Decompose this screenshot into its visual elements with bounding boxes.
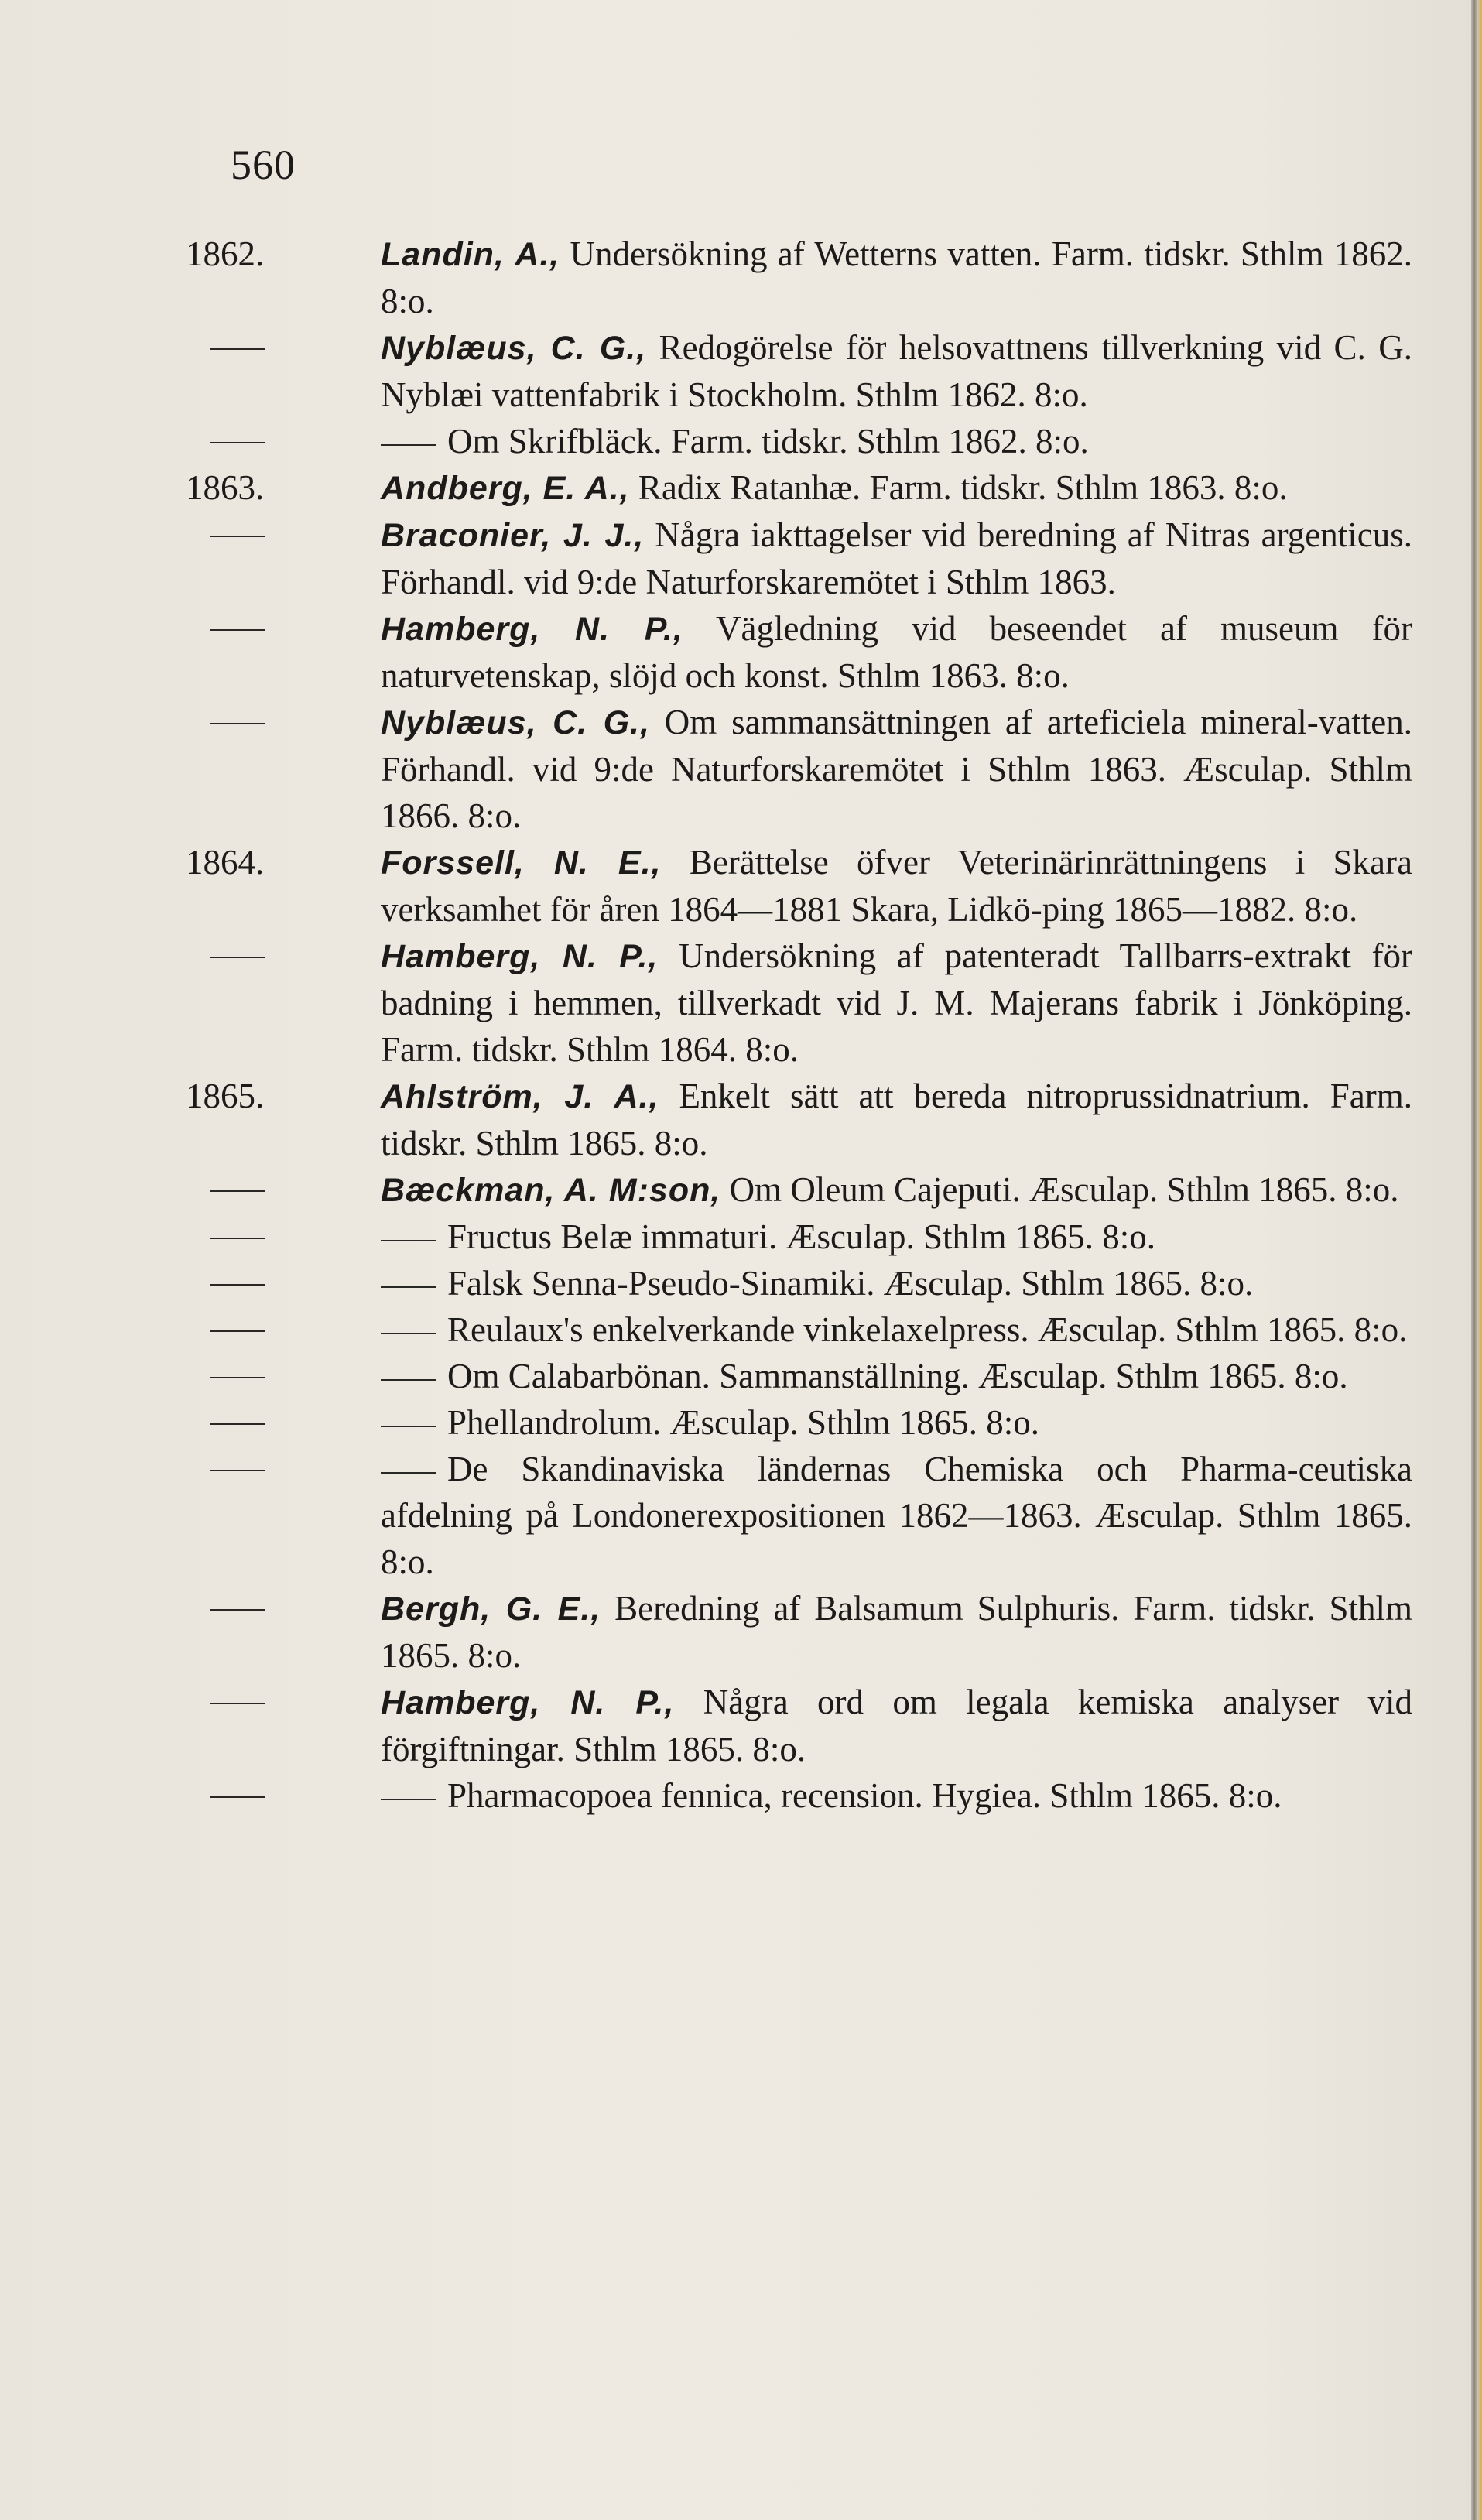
bibliography-entry bbox=[186, 1679, 1412, 1772]
year-ditto-dash bbox=[210, 1446, 272, 1492]
bibliography-entry bbox=[186, 1214, 1412, 1260]
year-ditto-dash bbox=[210, 1585, 272, 1631]
bibliography-entry bbox=[186, 839, 1412, 933]
bibliography-list bbox=[186, 231, 1412, 1819]
bibliography-entry bbox=[186, 1399, 1412, 1446]
entry-text: Undersökning af patenteradt Tallbarrs-extrakt för badning i hemmen, tillverkadt vid J. M. Majerans fabrik i Jönköping. Farm. tidskr. Sthlm 1864. 8:o. bbox=[381, 936, 1412, 1069]
page-number: 560 bbox=[231, 142, 296, 188]
entry-text: Vägledning vid beseendet af museum för naturvetenskap, slöjd och konst. Sthlm 1863. 8:o. bbox=[381, 609, 1412, 695]
year-ditto-dash bbox=[210, 1214, 272, 1260]
author-ditto-dash bbox=[381, 1465, 436, 1481]
year-ditto-dash bbox=[210, 1772, 272, 1819]
entry-author: Landin, A., bbox=[381, 236, 560, 273]
entry-author: Nyblæus, C. G., bbox=[381, 330, 647, 367]
bibliography-entry bbox=[186, 605, 1412, 699]
entry-text: Undersökning af Wetterns vatten. Farm. tidskr. Sthlm 1862. 8:o. bbox=[381, 235, 1412, 320]
year-ditto-dash bbox=[210, 1399, 272, 1446]
entry-text: Phellandrolum. Æsculap. Sthlm 1865. 8:o. bbox=[447, 1403, 1039, 1442]
bibliography-entry bbox=[186, 699, 1412, 839]
entry-author: Bergh, G. E., bbox=[381, 1590, 601, 1628]
entry-text: Några iakttagelser vid beredning af Nitras argenticus. Förhandl. vid 9:de Naturforskaremötet i Sthlm 1863. bbox=[381, 515, 1412, 601]
entry-year: 1864. bbox=[186, 843, 265, 882]
year-ditto-dash bbox=[210, 1679, 272, 1725]
entry-text: Om sammansättningen af arteficiela mineral-vatten. Förhandl. vid 9:de Naturforskaremötet i Sthlm 1863. Æsculap. Sthlm 1866. 8:o. bbox=[381, 703, 1412, 835]
entry-author: Forssell, N. E., bbox=[381, 844, 662, 882]
entry-author: Nyblæus, C. G., bbox=[381, 704, 650, 741]
entry-author: Hamberg, N. P., bbox=[381, 1684, 675, 1721]
entry-text: Om Calabarbönan. Sammanställning. Æsculap. Sthlm 1865. 8:o. bbox=[447, 1357, 1348, 1395]
bibliography-entry bbox=[186, 324, 1412, 418]
author-ditto-dash bbox=[381, 1419, 436, 1434]
entry-author: Hamberg, N. P., bbox=[381, 611, 683, 648]
bibliography-entry bbox=[186, 1772, 1412, 1819]
author-ditto-dash bbox=[381, 437, 436, 453]
year-ditto-dash bbox=[210, 418, 272, 464]
page-edge bbox=[1471, 0, 1482, 2520]
entry-text: Reulaux's enkelverkande vinkelaxelpress. Æsculap. Sthlm 1865. 8:o. bbox=[447, 1310, 1408, 1349]
entry-text: Enkelt sätt att bereda nitroprussidnatrium. Farm. tidskr. Sthlm 1865. 8:o. bbox=[381, 1077, 1412, 1162]
entry-author: Hamberg, N. P., bbox=[381, 938, 659, 975]
bibliography-entry bbox=[186, 1260, 1412, 1306]
author-ditto-dash bbox=[381, 1233, 436, 1248]
entry-text: De Skandinaviska ländernas Chemiska och Pharma-ceutiska afdelning på Londonerexpositionen 1862—1863. Æsculap. Sthlm 1865. 8:o. bbox=[381, 1450, 1412, 1581]
author-ditto-dash bbox=[381, 1372, 436, 1388]
entry-author: Bæckman, A. M:son, bbox=[381, 1172, 721, 1209]
bibliography-entry bbox=[186, 933, 1412, 1073]
year-ditto-dash bbox=[210, 324, 272, 371]
bibliography-entry bbox=[186, 464, 1412, 512]
bibliography-entry bbox=[186, 1353, 1412, 1399]
entry-text: Några ord om legala kemiska analyser vid förgiftningar. Sthlm 1865. 8:o. bbox=[381, 1683, 1412, 1768]
bibliography-entry bbox=[186, 418, 1412, 464]
entry-year: 1865. bbox=[186, 1077, 265, 1115]
year-ditto-dash bbox=[210, 1353, 272, 1399]
author-ditto-dash bbox=[381, 1326, 436, 1341]
entry-text: Fructus Belæ immaturi. Æsculap. Sthlm 1865. 8:o. bbox=[447, 1217, 1155, 1256]
entry-text: Falsk Senna-Pseudo-Sinamiki. Æsculap. Sthlm 1865. 8:o. bbox=[447, 1264, 1254, 1303]
entry-text: Berättelse öfver Veterinärinrättningens i Skara verksamhet för åren 1864—1881 Skara, Lidkö-ping 1865—1882. 8:o. bbox=[381, 843, 1412, 929]
bibliography-entry bbox=[186, 1166, 1412, 1214]
entry-author: Braconier, J. J., bbox=[381, 517, 645, 554]
author-ditto-dash bbox=[381, 1792, 436, 1807]
bibliography-entry bbox=[186, 1446, 1412, 1585]
bibliography-entry bbox=[186, 1306, 1412, 1353]
year-ditto-dash bbox=[210, 512, 272, 558]
bibliography-entry bbox=[186, 231, 1412, 324]
year-ditto-dash bbox=[210, 1166, 272, 1213]
year-ditto-dash bbox=[210, 933, 272, 979]
entry-year: 1862. bbox=[186, 235, 265, 273]
bibliography-entry bbox=[186, 1585, 1412, 1679]
entry-author: Ahlström, J. A., bbox=[381, 1078, 659, 1115]
entry-author: Andberg, E. A., bbox=[381, 470, 630, 507]
year-ditto-dash bbox=[210, 605, 272, 652]
entry-year: 1863. bbox=[186, 468, 265, 507]
entry-text: Om Oleum Cajeputi. Æsculap. Sthlm 1865. 8:o. bbox=[720, 1170, 1399, 1209]
year-ditto-dash bbox=[210, 1306, 272, 1353]
year-ditto-dash bbox=[210, 699, 272, 745]
entry-text: Radix Ratanhæ. Farm. tidskr. Sthlm 1863. 8:o. bbox=[629, 468, 1288, 507]
year-ditto-dash bbox=[210, 1260, 272, 1306]
entry-text: Beredning af Balsamum Sulphuris. Farm. tidskr. Sthlm 1865. 8:o. bbox=[381, 1589, 1412, 1675]
bibliography-entry bbox=[186, 1073, 1412, 1166]
entry-text: Om Skrifbläck. Farm. tidskr. Sthlm 1862. 8:o. bbox=[447, 422, 1089, 461]
author-ditto-dash bbox=[381, 1279, 436, 1295]
entry-text: Redogörelse för helsovattnens tillverkning vid C. G. Nyblæi vattenfabrik i Stockholm. Sthlm 1862. 8:o. bbox=[381, 328, 1412, 414]
bibliography-entry bbox=[186, 512, 1412, 605]
entry-text: Pharmacopoea fennica, recension. Hygiea. Sthlm 1865. 8:o. bbox=[447, 1776, 1282, 1815]
